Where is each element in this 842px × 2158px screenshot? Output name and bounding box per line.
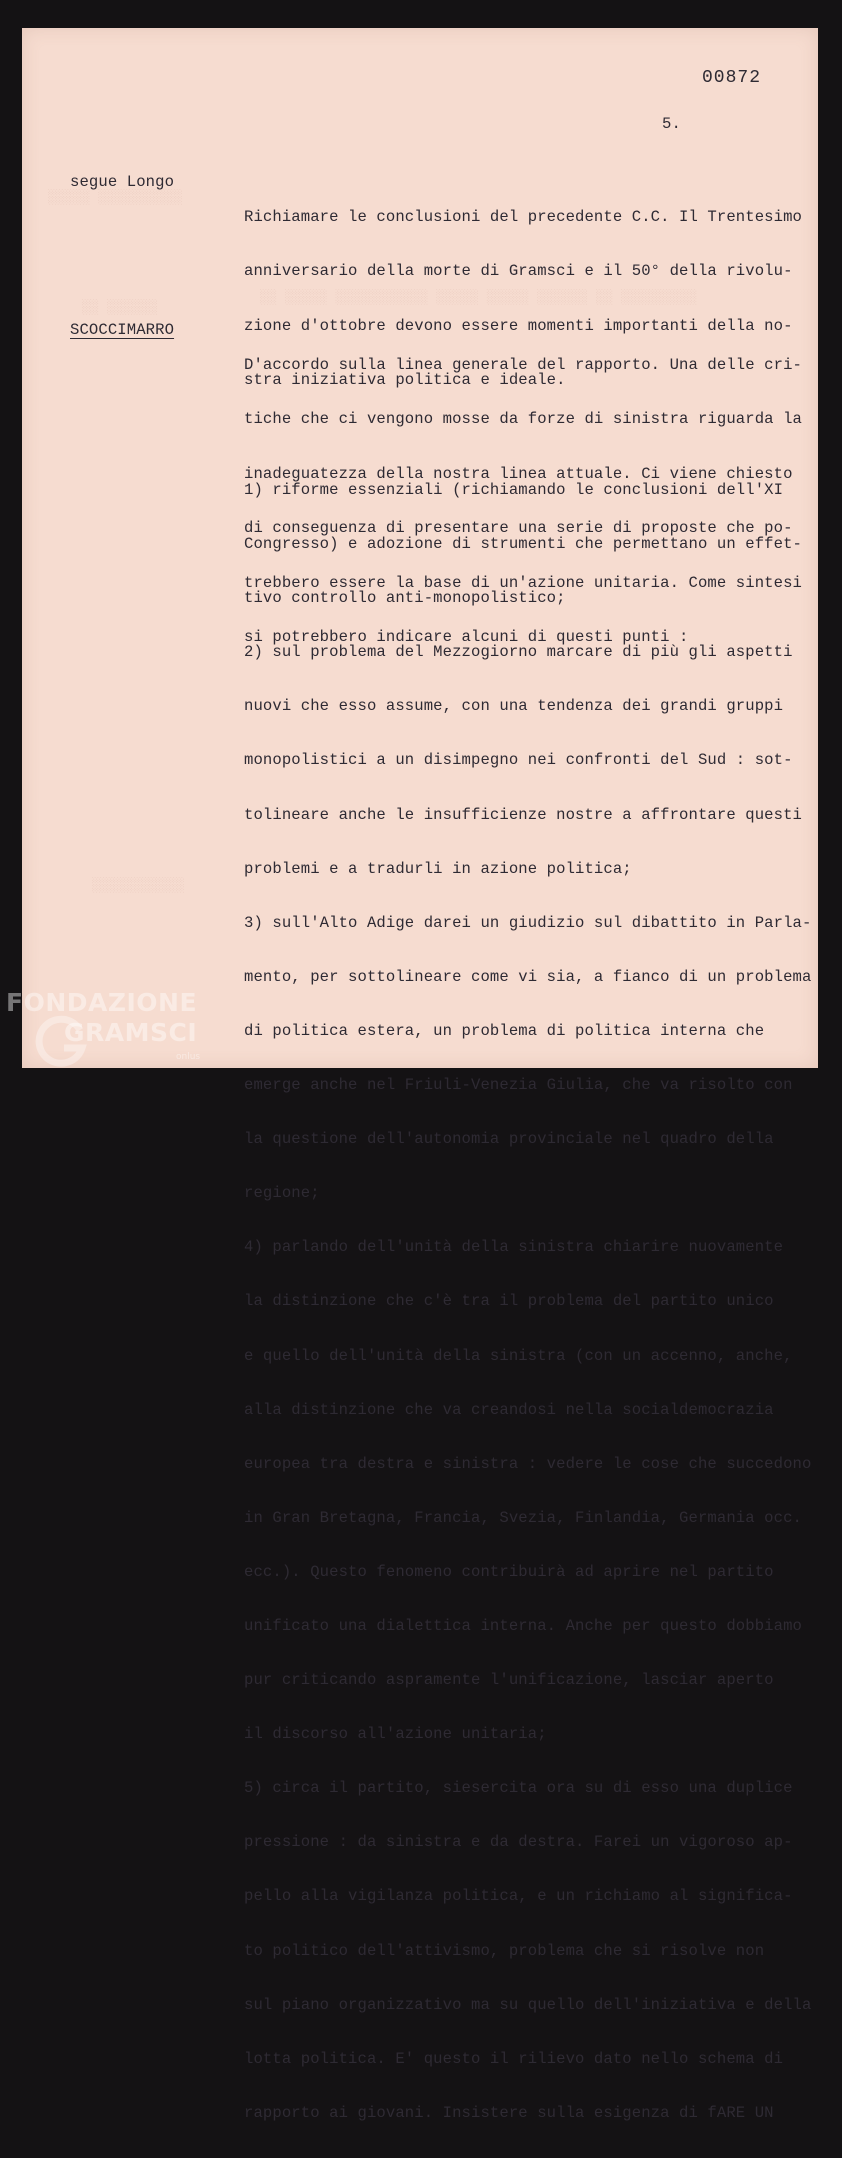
text-line: europea tra destra e sinistra : vedere le cose che succedono [244, 1454, 812, 1473]
text-line: di politica estera, un problema di politica interna che [244, 1021, 765, 1040]
bleed-through-text: ░░ ░░░░░░ [82, 300, 158, 316]
text-line: unificato una dialettica interna. Anche per questo dobbiamo [244, 1616, 803, 1635]
bleed-through-text: ░░ ░░░░░ ░░░░░░░░░░░ ░░░░░ ░░░░░ ░░░░░░ ░░ ░░░░░░░░░ [260, 290, 697, 306]
document-page [22, 28, 818, 2122]
text-line: mento, per sottolineare come vi sia, a fianco di un problema [244, 967, 812, 986]
text-line: regione; [244, 1184, 320, 1203]
text-line: la distinzione che c'è tra il problema del partito unico [244, 1292, 774, 1311]
text-line: 1) riforme essenziali (richiamando le conclusioni dell'XI [244, 481, 784, 499]
text-line: la questione dell'autonomia provinciale nel quadro della [244, 1130, 774, 1149]
text-line: 5) circa il partito, siesercita ora su di esso una duplice [244, 1779, 793, 1798]
text-line: ecc.). Questo fenomeno contribuirà ad aprire nel partito [244, 1562, 774, 1581]
text-line: in Gran Bretagna, Francia, Svezia, Finlandia, Germania occ. [244, 1508, 803, 1527]
text-line: il discorso all'azione unitaria; [244, 1725, 547, 1744]
text-line: 4) parlando dell'unità della sinistra chiarire nuovamente [244, 1238, 784, 1257]
watermark-line: FONDAZIONE [6, 988, 198, 1017]
text-line: Congresso) e adozione di strumenti che permettano un effet- [244, 535, 803, 554]
text-line: tolineare anche le insufficienze nostre a affrontare questi [244, 805, 803, 824]
text-line: pressione : da sinistra e da destra. Farei un vigoroso ap- [244, 1833, 793, 1852]
text-line: stra iniziativa politica e ideale. [244, 371, 566, 390]
text-line: tiche che ci vengono mosse da forze di sinistra riguarda la [244, 410, 803, 429]
text-line: pello alla vigilanza politica, e un richiamo al significa- [244, 1887, 793, 1906]
text-line: monopolistici a un disimpegno nei confronti del Sud : sot- [244, 751, 793, 770]
text-line: zione d'ottobre devono essere momenti importanti della no- [244, 316, 793, 335]
text-line: pur criticando aspramente l'unificazione, lasciar aperto [244, 1671, 774, 1690]
text-line: problemi e a tradurli in azione politica; [244, 859, 632, 878]
text-line: to politico dell'attivismo, problema che si risolve non [244, 1941, 765, 1960]
text-line: sul piano organizzativo ma su quello dell'iniziativa e della [244, 1995, 812, 2014]
points-list [244, 445, 819, 2158]
bleed-through-text: ░░░░░ ░░░░░░░░░░ [48, 190, 183, 206]
watermark-line: GRAMSCI [64, 1018, 198, 1047]
text-line: anniversario della morte di Gramsci e il 50° della rivolu- [244, 262, 793, 281]
speaker-label: segue Longo [70, 173, 175, 191]
text-line: emerge anche nel Friuli-Venezia Giulia, che va risolto con [244, 1076, 793, 1095]
text-line: e quello dell'unità della sinistra (con un accenno, anche, [244, 1346, 793, 1365]
text-line: di conseguenza di presentare una serie di proposte che po- [244, 519, 793, 538]
text-line: 3) sull'Alto Adige darei un giudizio sul dibattito in Parla- [244, 913, 812, 932]
text-line: tivo controllo anti-monopolistico; [244, 589, 566, 608]
speaker-label: SCOCCIMARRO [70, 321, 175, 339]
text-line: nuovi che esso assume, con una tendenza dei grandi gruppi [244, 697, 784, 716]
document-number: 00872 [702, 68, 762, 88]
text-line: rapporto ai giovani. Insistere sulla esigenza di fARE UN [244, 2103, 774, 2122]
text-line: si potrebbero indicare alcuni di questi punti : [244, 627, 689, 646]
text-line: 2) sul problema del Mezzogiorno marcare di più gli aspetti [244, 643, 793, 662]
text-line: trebbero essere la base di un'azione unitaria. Come sintesi [244, 573, 803, 592]
fondazione-gramsci-watermark [4, 988, 214, 1076]
bleed-through-text: ░░░░░░░░░░░ [92, 878, 185, 894]
text-line: alla distinzione che va creandosi nella socialdemocrazia [244, 1400, 774, 1419]
text-line: Richiamare le conclusioni del precedente C.C. Il Trentesimo [244, 208, 803, 226]
text-line: D'accordo sulla linea generale del rapporto. Una delle cri- [244, 356, 803, 374]
page-number: 5. [662, 115, 681, 133]
watermark-suffix: onlus [176, 1052, 201, 1062]
text-line: lotta politica. E' questo il rilievo dato nello schema di [244, 2049, 784, 2068]
text-line: inadeguatezza della nostra linea attuale. Ci viene chiesto [244, 464, 793, 483]
